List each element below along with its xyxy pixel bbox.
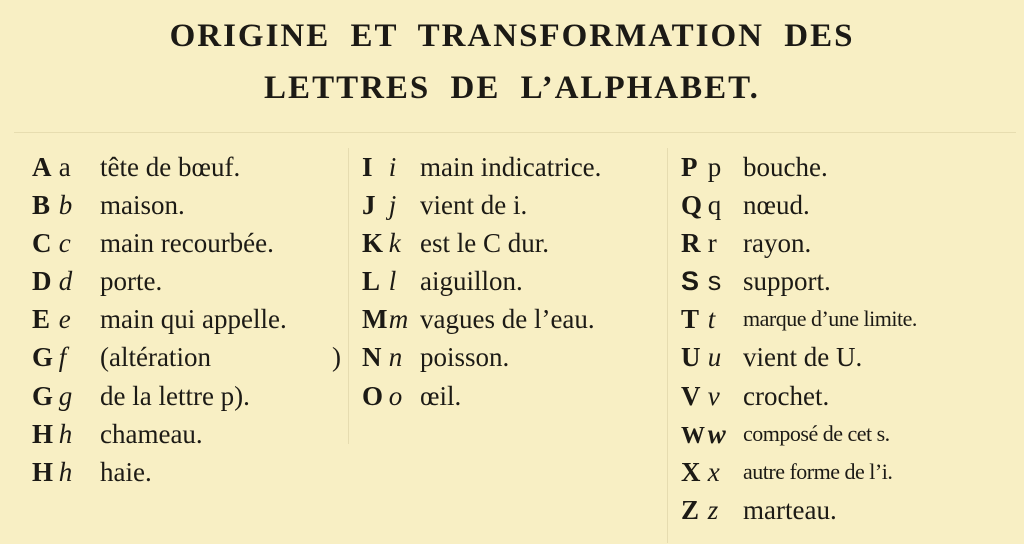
letter-meaning: est le C dur.: [420, 228, 549, 259]
column-p-z: [681, 148, 1001, 529]
uppercase-letter: E: [32, 304, 51, 335]
lowercase-letter: x: [707, 456, 720, 487]
letter-row: [362, 262, 662, 300]
uppercase-letter: V: [681, 380, 701, 411]
lowercase-letter: j: [388, 190, 397, 221]
lowercase-letter: v: [707, 380, 720, 411]
letter-row: [681, 453, 1001, 491]
uppercase-letter: Q: [681, 190, 703, 221]
column-divider: [667, 148, 668, 543]
letter-meaning: œil.: [420, 380, 462, 411]
closing-parenthesis: ): [332, 342, 341, 373]
letter-row: [32, 262, 350, 300]
letter-meaning: tête de bœuf.: [100, 152, 241, 182]
letter-meaning: vient de U.: [743, 342, 863, 373]
uppercase-letter: D: [32, 266, 52, 297]
letter-meaning: rayon.: [743, 228, 812, 259]
lowercase-letter: h: [58, 418, 73, 449]
letter-row: [32, 186, 350, 224]
column-a-h: [32, 148, 350, 491]
letter-row: [681, 148, 1001, 186]
uppercase-letter: T: [681, 304, 700, 335]
lowercase-letter: d: [58, 266, 73, 297]
lowercase-letter: h: [58, 456, 73, 487]
uppercase-letter: J: [362, 190, 376, 221]
letter-meaning: haie.: [100, 456, 152, 487]
lowercase-letter: u: [707, 342, 722, 373]
letter-meaning: vagues de l’eau.: [420, 304, 595, 335]
letter-row: [681, 262, 1001, 300]
letter-row: [681, 300, 1001, 338]
lowercase-letter: k: [388, 228, 401, 259]
uppercase-letter: R: [681, 228, 701, 259]
lowercase-letter: b: [58, 190, 73, 221]
uppercase-letter: N: [362, 342, 382, 373]
letter-row: [681, 415, 1001, 453]
uppercase-letter: I: [362, 152, 373, 182]
uppercase-letter: G: [32, 342, 54, 373]
uppercase-letter: C: [32, 228, 52, 259]
lowercase-letter: w: [707, 418, 726, 449]
letter-meaning: marque d’une limite.: [743, 306, 917, 332]
letter-row: [32, 224, 350, 262]
uppercase-letter: W: [681, 422, 705, 449]
letter-row: [362, 338, 662, 376]
letter-row: [32, 300, 350, 338]
title-line-1: ORIGINE ET TRANSFORMATION DES: [169, 18, 855, 54]
letter-meaning: marteau.: [743, 494, 837, 525]
letter-row: [681, 377, 1001, 415]
uppercase-letter: B: [32, 190, 51, 221]
lowercase-letter: l: [388, 266, 397, 297]
letter-meaning: main qui appelle.: [100, 304, 287, 335]
lowercase-letter: i: [388, 152, 397, 182]
letter-row: [32, 377, 350, 415]
lowercase-letter: p: [707, 152, 722, 182]
lowercase-letter: q: [707, 190, 722, 221]
uppercase-letter: Z: [681, 494, 700, 525]
letter-row: [32, 148, 350, 186]
lowercase-letter: n: [388, 342, 403, 373]
letter-row: [362, 224, 662, 262]
letter-meaning: main recourbée.: [100, 228, 274, 259]
uppercase-letter: H: [32, 418, 54, 449]
letter-row: [32, 338, 350, 376]
letter-meaning: support.: [743, 266, 831, 297]
letter-meaning: bouche.: [743, 152, 828, 182]
letter-row: [362, 300, 662, 338]
letter-row: [362, 186, 662, 224]
letter-row: [32, 415, 350, 453]
lowercase-letter: o: [388, 380, 403, 411]
uppercase-letter: A: [32, 152, 52, 182]
uppercase-letter: G: [32, 380, 54, 411]
letter-meaning: porte.: [100, 266, 163, 297]
lowercase-letter: s: [707, 266, 722, 297]
letter-meaning: crochet.: [743, 380, 830, 411]
lowercase-letter: c: [58, 228, 71, 259]
lowercase-letter: r: [707, 228, 717, 259]
lowercase-letter: z: [707, 494, 719, 525]
letter-row: [362, 148, 662, 186]
letter-meaning: poisson.: [420, 342, 510, 373]
letter-row: [681, 186, 1001, 224]
uppercase-letter: S: [681, 266, 700, 297]
letter-meaning: autre forme de l’i.: [743, 458, 893, 484]
title-line-2: LETTRES DE L’ALPHABET.: [264, 70, 760, 106]
uppercase-letter: U: [681, 342, 701, 373]
letter-meaning: vient de i.: [420, 190, 528, 221]
uppercase-letter: X: [681, 456, 701, 487]
letter-meaning: maison.: [100, 190, 185, 221]
lowercase-letter: a: [58, 152, 71, 182]
uppercase-letter: H: [32, 456, 54, 487]
letter-meaning: composé de cet s.: [743, 420, 890, 446]
uppercase-letter: L: [362, 266, 381, 297]
lowercase-letter: m: [388, 304, 409, 335]
lowercase-letter: g: [58, 380, 73, 411]
uppercase-letter: P: [681, 152, 698, 182]
letter-meaning: main indicatrice.: [420, 152, 602, 182]
letter-row: [32, 453, 350, 491]
letter-meaning: (altération: [100, 342, 211, 373]
uppercase-letter: K: [362, 228, 384, 259]
uppercase-letter: M: [362, 304, 388, 335]
letter-row: [681, 224, 1001, 262]
letter-meaning: aiguillon.: [420, 266, 523, 297]
letter-row: [681, 491, 1001, 529]
letter-row: [362, 377, 662, 415]
letter-row: [681, 338, 1001, 376]
letter-meaning: de la lettre p).: [100, 380, 250, 411]
lowercase-letter: t: [707, 304, 716, 335]
lowercase-letter: e: [58, 304, 71, 335]
letter-meaning: nœud.: [743, 190, 810, 221]
letter-meaning: chameau.: [100, 418, 203, 449]
column-i-o: [362, 148, 662, 415]
uppercase-letter: O: [362, 380, 384, 411]
lowercase-letter: f: [58, 342, 67, 373]
